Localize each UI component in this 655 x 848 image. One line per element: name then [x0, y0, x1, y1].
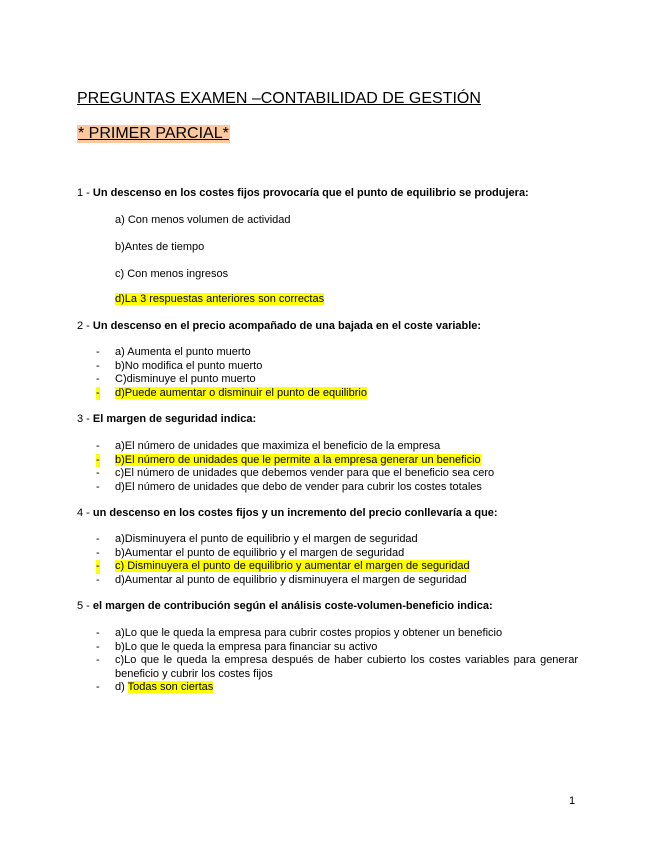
answer-option: a)El número de unidades que maximiza el beneficio de la empresa	[115, 440, 441, 452]
question-2	[77, 320, 481, 332]
bullet-dash: -	[96, 546, 100, 559]
question-text: Un descenso en los costes fijos provocaría que el punto de equilibrio se produjera:	[92, 187, 529, 199]
bullet-dash: -	[96, 440, 100, 452]
question-4	[77, 507, 498, 519]
section-subtitle: * PRIMER PARCIAL*	[78, 125, 229, 142]
list-item	[96, 533, 578, 547]
answer-option: a)Lo que le queda la empresa para cubrir costes propios y obtener un beneficio	[115, 627, 503, 639]
answer-option: b)Aumentar el punto de equilibrio y el margen de seguridad	[115, 546, 405, 559]
question-text: El margen de seguridad indica:	[92, 413, 257, 425]
bullet-dash: -	[96, 640, 100, 653]
bullet-dash: -	[96, 654, 100, 666]
answer-option: c) Con menos ingresos	[115, 268, 229, 280]
answer-option-correct: Todas son ciertas	[127, 681, 214, 693]
bullet-dash: -	[96, 533, 100, 545]
answer-option-correct: d)Puede aumentar o disminuir el punto de equilibrio	[115, 386, 367, 399]
list-item	[96, 346, 578, 360]
list-item	[96, 654, 578, 681]
question-number: 4 -	[77, 507, 90, 519]
page-number: 1	[569, 795, 576, 807]
question-text: un descenso en los costes fijos y un incremento del precio conllevaría a que:	[92, 507, 498, 519]
bullet-dash: -	[96, 681, 100, 693]
list-item	[96, 387, 578, 401]
answer-list	[96, 533, 578, 587]
answer-option-prefix: d)	[115, 681, 128, 693]
bullet-dash: -	[96, 627, 100, 639]
question-5	[77, 600, 493, 612]
bullet-dash: -	[96, 453, 100, 466]
question-text: el margen de contribución según el análisis coste-volumen-beneficio indica:	[92, 600, 493, 612]
answer-option-correct: d)La 3 respuestas anteriores son correctas	[115, 293, 325, 305]
document-title: PREGUNTAS EXAMEN –CONTABILIDAD DE GESTIÓN	[77, 90, 481, 107]
answer-option: c)El número de unidades que debemos vender para que el beneficio sea cero	[115, 467, 495, 479]
answer-list	[96, 627, 578, 695]
answer-option: b)Lo que le queda la empresa para financiar su activo	[115, 640, 378, 653]
question-number: 1 -	[77, 187, 90, 199]
question-number: 2 -	[77, 320, 90, 332]
answer-option: a)Disminuyera el punto de equilibrio y el margen de seguridad	[115, 533, 418, 545]
list-item	[96, 681, 578, 695]
bullet-dash: -	[96, 346, 100, 358]
bullet-dash: -	[96, 480, 100, 493]
list-item	[96, 547, 578, 561]
bullet-dash: -	[96, 386, 100, 399]
list-item	[96, 373, 578, 387]
answer-option: b)Antes de tiempo	[115, 241, 205, 253]
answer-option: b)No modifica el punto muerto	[115, 359, 263, 372]
bullet-dash: -	[96, 467, 100, 479]
answer-option: c)Lo que le queda la empresa después de haber cubierto los costes variables para generar beneficio y cubrir los costes fijos	[115, 654, 578, 680]
answer-list	[96, 346, 578, 400]
question-number: 5 -	[77, 600, 90, 612]
answer-option: a) Aumenta el punto muerto	[115, 346, 251, 358]
answer-list	[96, 440, 578, 494]
question-text: Un descenso en el precio acompañado de una bajada en el coste variable:	[92, 320, 482, 332]
answer-option: a) Con menos volumen de actividad	[115, 214, 291, 226]
question-1	[77, 187, 529, 199]
answer-option: C)disminuye el punto muerto	[115, 373, 256, 385]
answer-option: d)Aumentar al punto de equilibrio y disminuyera el margen de seguridad	[115, 573, 467, 586]
answer-option-correct: c) Disminuyera el punto de equilibrio y aumentar el margen de seguridad	[115, 560, 470, 572]
answer-option: d)El número de unidades que debo de vender para cubrir los costes totales	[115, 480, 482, 493]
list-item	[96, 574, 578, 588]
list-item	[96, 440, 578, 454]
bullet-dash: -	[96, 573, 100, 586]
list-item	[96, 627, 578, 641]
list-item	[96, 641, 578, 655]
bullet-dash: -	[96, 373, 100, 385]
list-item	[96, 360, 578, 374]
list-item	[96, 454, 578, 468]
list-item	[96, 481, 578, 495]
answer-option-correct: b)El número de unidades que le permite a la empresa generar un beneficio	[115, 453, 481, 466]
list-item	[96, 467, 578, 481]
question-3	[77, 413, 256, 425]
bullet-dash: -	[96, 359, 100, 372]
bullet-dash: -	[96, 560, 100, 572]
question-number: 3 -	[77, 413, 90, 425]
list-item	[96, 560, 578, 574]
